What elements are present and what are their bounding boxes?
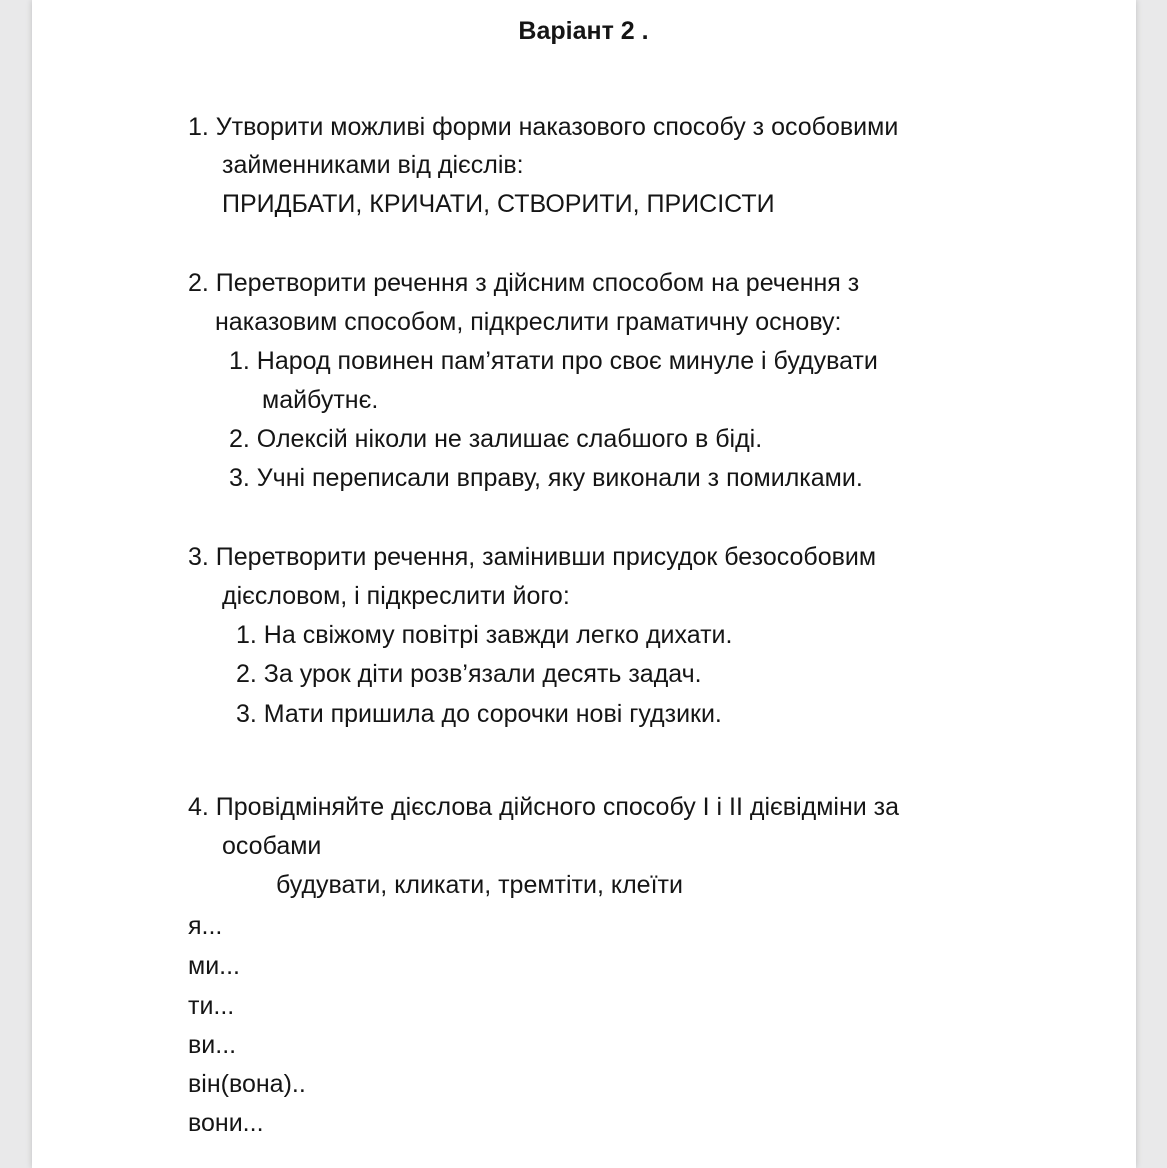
task2-line2: наказовим способом, підкреслити граматичну основу: xyxy=(215,308,842,336)
task1-verbs: ПРИДБАТИ, КРИЧАТИ, СТВОРИТИ, ПРИСІСТИ xyxy=(222,190,775,218)
variant-title: Варіант 2 . xyxy=(518,17,649,45)
task4-line2: особами xyxy=(222,832,322,860)
task3-item3: 3. Мати пришила до сорочки нові гудзики. xyxy=(236,700,722,728)
task2-item3: 3. Учні переписали вправу, яку виконали з помилками. xyxy=(229,464,863,492)
task2-item2: 2. Олексій ніколи не залишає слабшого в біді. xyxy=(229,425,763,453)
task2-item1-line2: майбутнє. xyxy=(262,386,379,414)
task1-line1: 1. Утворити можливі форми наказового способу з особовими xyxy=(188,113,899,141)
pronoun-row: вони... xyxy=(188,1109,264,1137)
task1-line2: займенниками від дієслів: xyxy=(222,151,524,179)
pronoun-row: я... xyxy=(188,912,223,940)
task3-item2: 2. За урок діти розв’язали десять задач. xyxy=(236,660,702,688)
pronoun-row: ви... xyxy=(188,1031,237,1059)
task3-item1: 1. На свіжому повітрі завжди легко дихати. xyxy=(236,621,733,649)
pronoun-row: ти... xyxy=(188,992,235,1020)
task2-item1-line1: 1. Народ повинен пам’ятати про своє минуле і будувати xyxy=(229,347,878,375)
task2-line1: 2. Перетворити речення з дійсним способом на речення з xyxy=(188,269,860,297)
task3-line2: дієсловом, і підкреслити його: xyxy=(222,582,570,610)
task4-line1: 4. Провідміняйте дієслова дійсного способу І і ІІ дієвідміни за xyxy=(188,793,900,821)
task4-verbs: будувати, кликати, тремтіти, клеїти xyxy=(276,871,683,899)
pronoun-row: він(вона).. xyxy=(188,1070,306,1098)
task3-line1: 3. Перетворити речення, замінивши присудок безособовим xyxy=(188,543,877,571)
pronoun-row: ми... xyxy=(188,952,240,980)
